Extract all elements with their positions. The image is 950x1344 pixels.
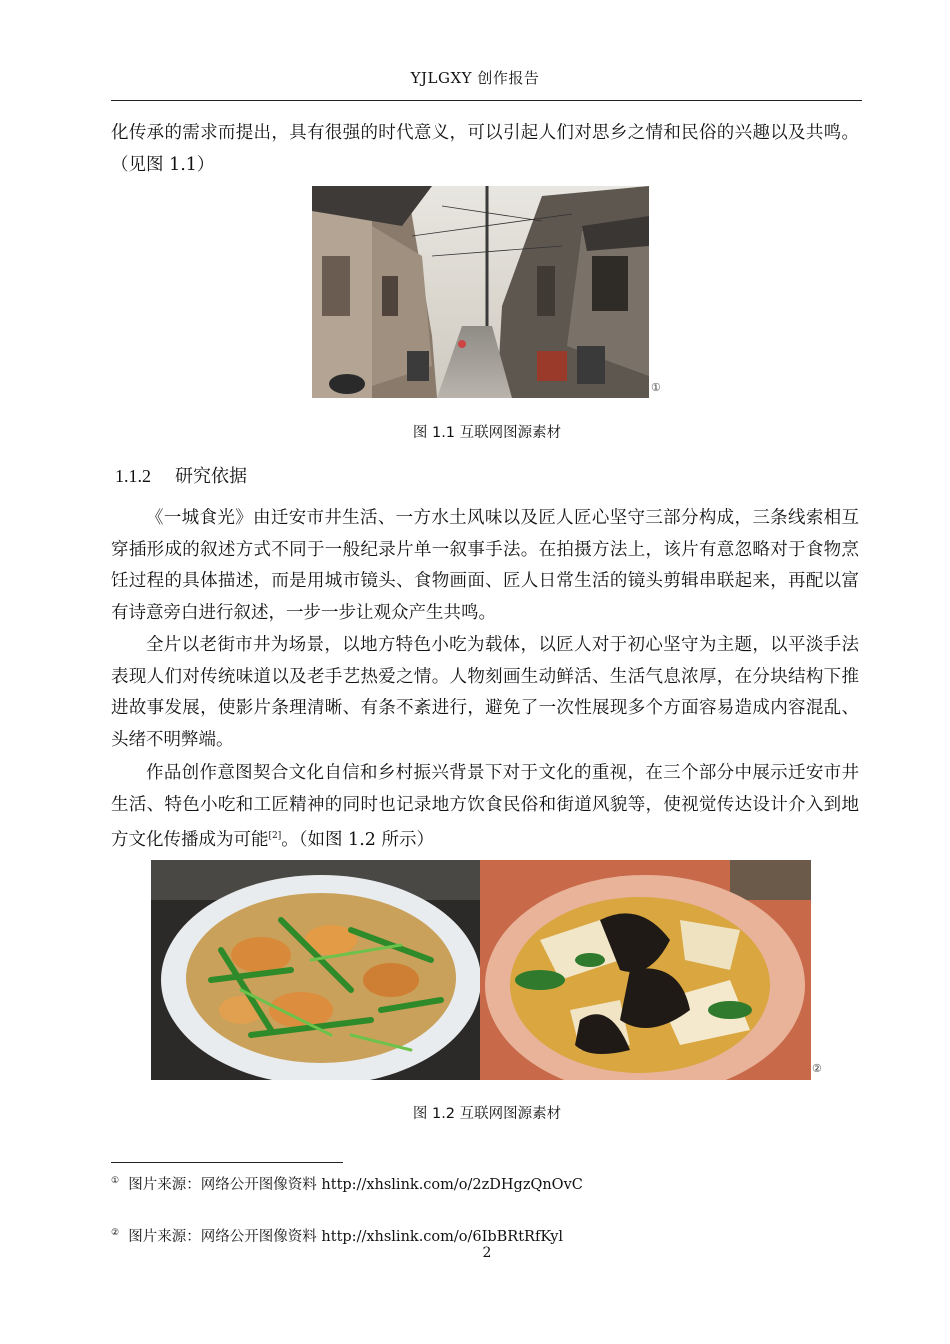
page-header: YJLGXY 创作报告 xyxy=(410,69,540,87)
footnote-2 xyxy=(111,1225,563,1246)
figure-1-1-street-photo xyxy=(312,186,649,398)
paragraph-research-basis-3 xyxy=(111,758,859,856)
figure-1-1-footnote-marker: ① xyxy=(651,381,661,394)
figure-1-2-caption: 图 1.2 互联网图源素材 xyxy=(412,1106,562,1122)
figure-1-2-footnote-marker: ② xyxy=(812,1062,822,1075)
figure-1-2-photo-right xyxy=(480,860,811,1080)
citation-ref: [2] xyxy=(268,831,282,841)
paragraph-intro-continued: 化传承的需求而提出，具有很强的时代意义，可以引起人们对思乡之情和民俗的兴趣以及共鸣。（见图 1.1） xyxy=(111,123,859,175)
footnote-2-marker: ② xyxy=(111,1228,120,1239)
section-number: 1.1.2 xyxy=(115,466,151,486)
paragraph-research-basis-2: 全片以老街市井为场景，以地方特色小吃为载体，以匠人对于初心坚守为主题，以平淡手法表现人们对传统味道以及老手艺热爱之情。人物刻画生动鲜活、生活气息浓厚，在分块结构下推进故事发展，使影片条理清晰、有条不紊进行，避免了一次性展现多个方面容易造成内容混乱、头绪不明弊端。 xyxy=(111,635,859,750)
paragraph-research-basis-1: 《一城食光》由迁安市井生活、一方水土风味以及匠人匠心坚守三部分构成，三条线索相互穿插形成的叙述方式不同于一般纪录片单一叙事手法。在拍摄方法上，该片有意忽略对于食物烹饪过程的具体描述，而是用城市镜头、食物画面、匠人日常生活的镜头剪辑串联起来，再配以富有诗意旁白进行叙述，一步一步让观众产生共鸣。 xyxy=(111,508,859,623)
figure-1-1-caption: 图 1.1 互联网图源素材 xyxy=(412,425,562,441)
footnote-1-text: 图片来源：网络公开图像资料 http://xhslink.com/o/2zDHgzQnOvC xyxy=(128,1177,583,1193)
header-divider xyxy=(111,100,862,101)
section-heading xyxy=(115,462,247,488)
footnote-divider xyxy=(111,1162,343,1163)
paragraph-3-tail: 。（如图 1.2 所示） xyxy=(281,829,434,850)
page-number: 2 xyxy=(482,1245,492,1261)
footnote-1 xyxy=(111,1173,583,1194)
footnote-1-marker: ① xyxy=(111,1176,120,1187)
footnote-2-text: 图片来源：网络公开图像资料 http://xhslink.com/o/6IbBRtRfKyl xyxy=(128,1229,564,1245)
figure-1-2-photo-left xyxy=(151,860,480,1080)
section-title: 研究依据 xyxy=(175,466,247,487)
paragraph-3-text: 作品创作意图契合文化自信和乡村振兴背景下对于文化的重视，在三个部分中展示迁安市井生活、特色小吃和工匠精神的同时也记录地方饮食民俗和街道风貌等，使视觉传达设计介入到地方文化传播成为可能 xyxy=(111,763,859,850)
